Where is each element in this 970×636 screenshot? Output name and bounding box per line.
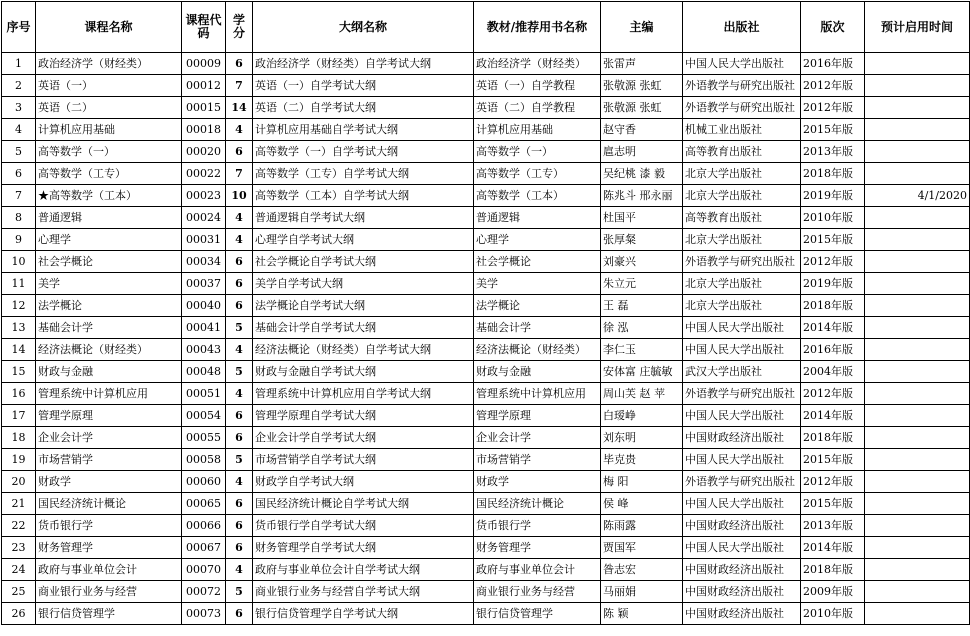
cell-credit: 6 [226, 427, 253, 449]
table-row [2, 53, 970, 75]
cell-publisher: 中国人民大学出版社 [683, 537, 801, 559]
cell-edition: 2019年版 [801, 273, 865, 295]
header-row [2, 2, 970, 53]
cell-course: 货币银行学 [36, 515, 182, 537]
cell-editor: 刘豪兴 [601, 251, 683, 273]
cell-start [865, 295, 970, 317]
cell-edition: 2010年版 [801, 603, 865, 625]
cell-textbook: 法学概论 [474, 295, 601, 317]
cell-course: 高等数学（工专） [36, 163, 182, 185]
cell-start [865, 317, 970, 339]
cell-start [865, 229, 970, 251]
cell-textbook: 心理学 [474, 229, 601, 251]
cell-editor: 赵守香 [601, 119, 683, 141]
cell-code: 00037 [182, 273, 226, 295]
cell-course: 银行信贷管理学 [36, 603, 182, 625]
cell-no: 20 [2, 471, 36, 493]
cell-credit: 6 [226, 405, 253, 427]
table-row [2, 603, 970, 625]
table-row [2, 449, 970, 471]
cell-start [865, 339, 970, 361]
cell-publisher: 中国人民大学出版社 [683, 317, 801, 339]
cell-code: 00066 [182, 515, 226, 537]
cell-textbook: 普通逻辑 [474, 207, 601, 229]
cell-textbook: 高等数学（工本） [474, 185, 601, 207]
cell-publisher: 外语教学与研究出版社 [683, 97, 801, 119]
cell-edition: 2014年版 [801, 537, 865, 559]
cell-code: 00072 [182, 581, 226, 603]
cell-course: 社会学概论 [36, 251, 182, 273]
cell-start [865, 119, 970, 141]
table-row [2, 493, 970, 515]
cell-code: 00051 [182, 383, 226, 405]
cell-course: 政治经济学（财经类） [36, 53, 182, 75]
cell-code: 00022 [182, 163, 226, 185]
cell-no: 12 [2, 295, 36, 317]
cell-syllabus: 管理学原理自学考试大纲 [253, 405, 474, 427]
header-textbook: 教材/推荐用书名称 [474, 2, 601, 53]
cell-edition: 2010年版 [801, 207, 865, 229]
cell-start [865, 537, 970, 559]
cell-credit: 5 [226, 317, 253, 339]
cell-no: 9 [2, 229, 36, 251]
cell-start [865, 603, 970, 625]
cell-course: 商业银行业务与经营 [36, 581, 182, 603]
cell-syllabus: 财政与金融自学考试大纲 [253, 361, 474, 383]
cell-course: 英语（一） [36, 75, 182, 97]
cell-syllabus: 国民经济统计概论自学考试大纲 [253, 493, 474, 515]
cell-publisher: 高等教育出版社 [683, 141, 801, 163]
cell-syllabus: 普通逻辑自学考试大纲 [253, 207, 474, 229]
cell-editor: 侯 峰 [601, 493, 683, 515]
cell-no: 3 [2, 97, 36, 119]
header-code: 课程代码 [182, 2, 226, 53]
cell-course: 高等数学（一） [36, 141, 182, 163]
cell-no: 19 [2, 449, 36, 471]
cell-code: 00020 [182, 141, 226, 163]
cell-code: 00015 [182, 97, 226, 119]
cell-no: 21 [2, 493, 36, 515]
table-body [2, 53, 970, 625]
cell-course: 基础会计学 [36, 317, 182, 339]
cell-publisher: 中国财政经济出版社 [683, 427, 801, 449]
cell-course: 企业会计学 [36, 427, 182, 449]
cell-editor: 杜国平 [601, 207, 683, 229]
cell-edition: 2014年版 [801, 405, 865, 427]
cell-edition: 2012年版 [801, 75, 865, 97]
cell-start [865, 493, 970, 515]
cell-publisher: 机械工业出版社 [683, 119, 801, 141]
cell-publisher: 中国财政经济出版社 [683, 559, 801, 581]
cell-editor: 扈志明 [601, 141, 683, 163]
cell-editor: 毕克贵 [601, 449, 683, 471]
cell-syllabus: 计算机应用基础自学考试大纲 [253, 119, 474, 141]
cell-start [865, 427, 970, 449]
cell-start [865, 163, 970, 185]
cell-code: 00024 [182, 207, 226, 229]
cell-syllabus: 市场营销学自学考试大纲 [253, 449, 474, 471]
cell-syllabus: 经济法概论（财经类）自学考试大纲 [253, 339, 474, 361]
cell-course: 普通逻辑 [36, 207, 182, 229]
cell-no: 15 [2, 361, 36, 383]
cell-publisher: 外语教学与研究出版社 [683, 75, 801, 97]
cell-code: 00040 [182, 295, 226, 317]
cell-syllabus: 高等数学（工本）自学考试大纲 [253, 185, 474, 207]
cell-publisher: 中国财政经济出版社 [683, 581, 801, 603]
cell-credit: 5 [226, 449, 253, 471]
cell-syllabus: 英语（二）自学考试大纲 [253, 97, 474, 119]
cell-publisher: 中国人民大学出版社 [683, 405, 801, 427]
cell-credit: 4 [226, 559, 253, 581]
cell-publisher: 外语教学与研究出版社 [683, 383, 801, 405]
header-edition: 版次 [801, 2, 865, 53]
cell-credit: 7 [226, 163, 253, 185]
cell-start [865, 53, 970, 75]
cell-textbook: 政府与事业单位会计 [474, 559, 601, 581]
cell-edition: 2016年版 [801, 53, 865, 75]
cell-no: 22 [2, 515, 36, 537]
cell-credit: 7 [226, 75, 253, 97]
cell-edition: 2013年版 [801, 515, 865, 537]
cell-syllabus: 财政学自学考试大纲 [253, 471, 474, 493]
cell-syllabus: 管理系统中计算机应用自学考试大纲 [253, 383, 474, 405]
cell-editor: 张敬源 张虹 [601, 75, 683, 97]
cell-syllabus: 法学概论自学考试大纲 [253, 295, 474, 317]
cell-credit: 4 [226, 229, 253, 251]
cell-edition: 2012年版 [801, 97, 865, 119]
cell-code: 00023 [182, 185, 226, 207]
cell-code: 00048 [182, 361, 226, 383]
cell-editor: 朱立元 [601, 273, 683, 295]
cell-publisher: 中国人民大学出版社 [683, 493, 801, 515]
cell-publisher: 北京大学出版社 [683, 273, 801, 295]
cell-code: 00043 [182, 339, 226, 361]
header-start: 预计启用时间 [865, 2, 970, 53]
cell-course: 美学 [36, 273, 182, 295]
cell-textbook: 商业银行业务与经营 [474, 581, 601, 603]
cell-no: 8 [2, 207, 36, 229]
cell-editor: 周山芙 赵 苹 [601, 383, 683, 405]
cell-editor: 白瑷峥 [601, 405, 683, 427]
cell-code: 00041 [182, 317, 226, 339]
cell-textbook: 货币银行学 [474, 515, 601, 537]
table-row [2, 515, 970, 537]
cell-textbook: 管理系统中计算机应用 [474, 383, 601, 405]
cell-editor: 刘东明 [601, 427, 683, 449]
cell-textbook: 英语（二）自学教程 [474, 97, 601, 119]
cell-credit: 6 [226, 53, 253, 75]
cell-course: 法学概论 [36, 295, 182, 317]
cell-start [865, 251, 970, 273]
cell-editor: 安体富 庄毓敏 [601, 361, 683, 383]
cell-credit: 6 [226, 273, 253, 295]
cell-edition: 2012年版 [801, 471, 865, 493]
cell-course: 计算机应用基础 [36, 119, 182, 141]
cell-edition: 2015年版 [801, 449, 865, 471]
cell-syllabus: 心理学自学考试大纲 [253, 229, 474, 251]
cell-credit: 5 [226, 581, 253, 603]
cell-credit: 5 [226, 361, 253, 383]
table-row [2, 361, 970, 383]
cell-editor: 徐 泓 [601, 317, 683, 339]
cell-edition: 2004年版 [801, 361, 865, 383]
table-row [2, 317, 970, 339]
cell-syllabus: 货币银行学自学考试大纲 [253, 515, 474, 537]
cell-no: 18 [2, 427, 36, 449]
cell-syllabus: 财务管理学自学考试大纲 [253, 537, 474, 559]
table-row [2, 339, 970, 361]
cell-editor: 陈 颖 [601, 603, 683, 625]
cell-publisher: 外语教学与研究出版社 [683, 251, 801, 273]
cell-credit: 4 [226, 339, 253, 361]
cell-publisher: 中国人民大学出版社 [683, 449, 801, 471]
table-row [2, 383, 970, 405]
cell-publisher: 北京大学出版社 [683, 295, 801, 317]
cell-code: 00009 [182, 53, 226, 75]
cell-edition: 2012年版 [801, 251, 865, 273]
cell-textbook: 高等数学（工专） [474, 163, 601, 185]
table-row [2, 207, 970, 229]
cell-no: 11 [2, 273, 36, 295]
cell-publisher: 武汉大学出版社 [683, 361, 801, 383]
cell-start [865, 515, 970, 537]
cell-textbook: 市场营销学 [474, 449, 601, 471]
cell-publisher: 北京大学出版社 [683, 163, 801, 185]
cell-code: 00031 [182, 229, 226, 251]
table-row [2, 405, 970, 427]
cell-textbook: 政治经济学（财经类） [474, 53, 601, 75]
cell-syllabus: 基础会计学自学考试大纲 [253, 317, 474, 339]
table-row [2, 119, 970, 141]
cell-credit: 14 [226, 97, 253, 119]
cell-credit: 6 [226, 251, 253, 273]
table-row [2, 559, 970, 581]
table-row [2, 251, 970, 273]
cell-publisher: 中国人民大学出版社 [683, 339, 801, 361]
cell-syllabus: 美学自学考试大纲 [253, 273, 474, 295]
cell-syllabus: 企业会计学自学考试大纲 [253, 427, 474, 449]
cell-textbook: 基础会计学 [474, 317, 601, 339]
cell-editor: 梅 阳 [601, 471, 683, 493]
table-row [2, 163, 970, 185]
cell-credit: 6 [226, 295, 253, 317]
cell-code: 00054 [182, 405, 226, 427]
cell-start [865, 471, 970, 493]
cell-edition: 2012年版 [801, 383, 865, 405]
cell-start: 4/1/2020 [865, 185, 970, 207]
header-credit: 学分 [226, 2, 253, 53]
cell-textbook: 高等数学（一） [474, 141, 601, 163]
cell-no: 23 [2, 537, 36, 559]
cell-code: 00060 [182, 471, 226, 493]
cell-no: 13 [2, 317, 36, 339]
cell-edition: 2018年版 [801, 559, 865, 581]
cell-code: 00018 [182, 119, 226, 141]
cell-textbook: 经济法概论（财经类） [474, 339, 601, 361]
cell-course: ★高等数学（工本） [36, 185, 182, 207]
cell-publisher: 外语教学与研究出版社 [683, 471, 801, 493]
cell-code: 00067 [182, 537, 226, 559]
cell-course: 管理系统中计算机应用 [36, 383, 182, 405]
cell-textbook: 管理学原理 [474, 405, 601, 427]
cell-publisher: 北京大学出版社 [683, 229, 801, 251]
cell-start [865, 75, 970, 97]
cell-start [865, 449, 970, 471]
cell-no: 25 [2, 581, 36, 603]
cell-edition: 2009年版 [801, 581, 865, 603]
cell-no: 6 [2, 163, 36, 185]
cell-syllabus: 政治经济学（财经类）自学考试大纲 [253, 53, 474, 75]
table-row [2, 141, 970, 163]
cell-edition: 2013年版 [801, 141, 865, 163]
cell-textbook: 银行信贷管理学 [474, 603, 601, 625]
cell-editor: 吴纪桃 漆 毅 [601, 163, 683, 185]
cell-credit: 6 [226, 493, 253, 515]
cell-textbook: 财政学 [474, 471, 601, 493]
cell-editor: 王 磊 [601, 295, 683, 317]
cell-no: 7 [2, 185, 36, 207]
table-row [2, 273, 970, 295]
cell-start [865, 273, 970, 295]
course-table [1, 1, 970, 625]
header-course: 课程名称 [36, 2, 182, 53]
cell-syllabus: 银行信贷管理学自学考试大纲 [253, 603, 474, 625]
cell-editor: 贾国军 [601, 537, 683, 559]
cell-edition: 2018年版 [801, 163, 865, 185]
cell-editor: 张敬源 张虹 [601, 97, 683, 119]
cell-textbook: 英语（一）自学教程 [474, 75, 601, 97]
cell-course: 管理学原理 [36, 405, 182, 427]
cell-start [865, 141, 970, 163]
cell-start [865, 559, 970, 581]
cell-textbook: 财务管理学 [474, 537, 601, 559]
cell-edition: 2016年版 [801, 339, 865, 361]
cell-publisher: 高等教育出版社 [683, 207, 801, 229]
cell-textbook: 财政与金融 [474, 361, 601, 383]
cell-syllabus: 英语（一）自学考试大纲 [253, 75, 474, 97]
cell-no: 24 [2, 559, 36, 581]
cell-code: 00055 [182, 427, 226, 449]
cell-course: 财政与金融 [36, 361, 182, 383]
cell-course: 财务管理学 [36, 537, 182, 559]
cell-start [865, 361, 970, 383]
table-row [2, 537, 970, 559]
cell-credit: 4 [226, 119, 253, 141]
cell-code: 00058 [182, 449, 226, 471]
cell-syllabus: 商业银行业务与经营自学考试大纲 [253, 581, 474, 603]
cell-editor: 陈兆斗 邢永丽 [601, 185, 683, 207]
cell-no: 16 [2, 383, 36, 405]
cell-editor: 马丽娟 [601, 581, 683, 603]
header-no: 序号 [2, 2, 36, 53]
cell-start [865, 97, 970, 119]
cell-syllabus: 政府与事业单位会计自学考试大纲 [253, 559, 474, 581]
cell-syllabus: 社会学概论自学考试大纲 [253, 251, 474, 273]
cell-edition: 2014年版 [801, 317, 865, 339]
cell-no: 26 [2, 603, 36, 625]
cell-editor: 陈雨露 [601, 515, 683, 537]
table-row [2, 185, 970, 207]
cell-no: 4 [2, 119, 36, 141]
cell-course: 心理学 [36, 229, 182, 251]
cell-credit: 4 [226, 383, 253, 405]
table-row [2, 295, 970, 317]
cell-credit: 6 [226, 603, 253, 625]
cell-textbook: 计算机应用基础 [474, 119, 601, 141]
cell-edition: 2015年版 [801, 119, 865, 141]
cell-edition: 2015年版 [801, 493, 865, 515]
cell-publisher: 中国人民大学出版社 [683, 53, 801, 75]
cell-no: 10 [2, 251, 36, 273]
cell-textbook: 社会学概论 [474, 251, 601, 273]
cell-publisher: 中国财政经济出版社 [683, 603, 801, 625]
table-row [2, 229, 970, 251]
table-row [2, 75, 970, 97]
cell-credit: 4 [226, 471, 253, 493]
cell-course: 政府与事业单位会计 [36, 559, 182, 581]
cell-code: 00073 [182, 603, 226, 625]
header-publisher: 出版社 [683, 2, 801, 53]
cell-start [865, 581, 970, 603]
cell-edition: 2015年版 [801, 229, 865, 251]
cell-course: 国民经济统计概论 [36, 493, 182, 515]
cell-no: 2 [2, 75, 36, 97]
cell-publisher: 中国财政经济出版社 [683, 515, 801, 537]
cell-no: 14 [2, 339, 36, 361]
header-editor: 主编 [601, 2, 683, 53]
cell-credit: 6 [226, 515, 253, 537]
cell-credit: 10 [226, 185, 253, 207]
table-row [2, 97, 970, 119]
cell-course: 经济法概论（财经类） [36, 339, 182, 361]
cell-credit: 6 [226, 141, 253, 163]
cell-edition: 2018年版 [801, 427, 865, 449]
cell-publisher: 北京大学出版社 [683, 185, 801, 207]
table-row [2, 427, 970, 449]
cell-no: 1 [2, 53, 36, 75]
cell-editor: 昝志宏 [601, 559, 683, 581]
cell-start [865, 383, 970, 405]
cell-course: 市场营销学 [36, 449, 182, 471]
header-syllabus: 大纲名称 [253, 2, 474, 53]
cell-course: 财政学 [36, 471, 182, 493]
cell-credit: 6 [226, 537, 253, 559]
cell-edition: 2018年版 [801, 295, 865, 317]
cell-syllabus: 高等数学（一）自学考试大纲 [253, 141, 474, 163]
cell-editor: 张厚粲 [601, 229, 683, 251]
cell-textbook: 国民经济统计概论 [474, 493, 601, 515]
cell-edition: 2019年版 [801, 185, 865, 207]
cell-textbook: 美学 [474, 273, 601, 295]
cell-no: 5 [2, 141, 36, 163]
table-row [2, 471, 970, 493]
cell-code: 00070 [182, 559, 226, 581]
cell-code: 00034 [182, 251, 226, 273]
cell-course: 英语（二） [36, 97, 182, 119]
cell-start [865, 207, 970, 229]
table-row [2, 581, 970, 603]
cell-syllabus: 高等数学（工专）自学考试大纲 [253, 163, 474, 185]
cell-start [865, 405, 970, 427]
cell-code: 00012 [182, 75, 226, 97]
cell-editor: 李仁玉 [601, 339, 683, 361]
cell-editor: 张雷声 [601, 53, 683, 75]
cell-no: 17 [2, 405, 36, 427]
cell-credit: 4 [226, 207, 253, 229]
cell-textbook: 企业会计学 [474, 427, 601, 449]
cell-code: 00065 [182, 493, 226, 515]
